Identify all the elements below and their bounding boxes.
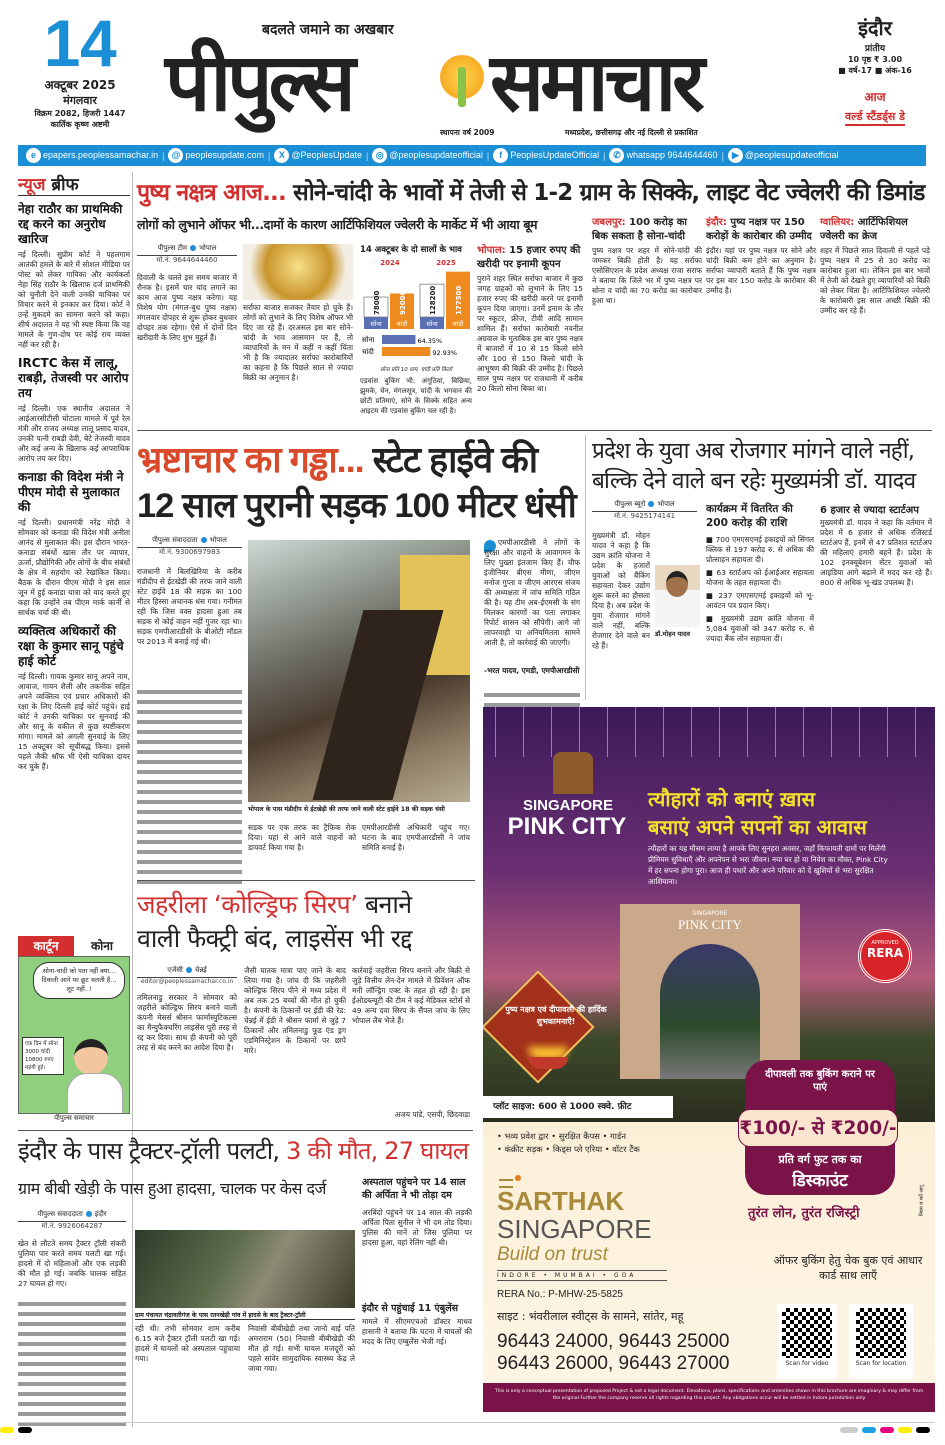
chart-value-label: 92000 <box>399 290 407 315</box>
tractor-body: खेत से लौटते समय ट्रैक्टर ट्रॉली संकरी पुलिया पार करते समय पलटी खा गई। हादसे में दो महिलाओं और एक लड़की की मौत हो गई। जबकि चालक सहित 27 घायल हो गए। <box>18 1239 126 1288</box>
yadav-mobile: मो.नं. 9425174141 <box>613 512 676 520</box>
brief-title-a: न्यूज <box>18 175 46 195</box>
lead-title: सोने-चांदी के भावों में तेजी से 1-2 ग्राम के सिक्के, लाइट वेट ज्वेलरी की डिमांड <box>293 180 925 206</box>
lead-subhead: लोगों को लुभाने ऑफर भी...दामों के कारण आर्टिफिशियल ज्वेलरी के मार्केट में भी आया बूम <box>137 217 538 232</box>
today-event: वर्ल्ड स्टैंडर्ड्स डे <box>845 109 905 126</box>
qr-video-label: Scan for video <box>785 1360 829 1367</box>
offer-top: दीपावली तक बुकिंग कराने पर पाएं <box>765 1069 875 1093</box>
yadav-body: मुख्यमंत्री डॉ. मोहन यादव ने कहा है कि उद्यम क्रांति योजना ने प्रदेश के हजारों युवाओं को बैंकिंग सहायता देकर उद्योग शुरू करने का हौसला दिया है। अब प्रदेश के युवा रोजगार मांगने वाले नहीं, बल्कि रोजगार देने वाले बन रहे हैं। <box>592 531 650 650</box>
ad-headline-b: बसाएं अपने सपनों का आवास <box>648 815 867 839</box>
syrup-byline <box>137 966 237 978</box>
lead-headline <box>137 176 935 210</box>
chart-value-label: 177500 <box>455 285 463 315</box>
highway-quote: एमपीआरडीसी ने लोगों के सुरक्षा और वाहनों के आवागमन के लिए पुख्ता इंतजाम किए हैं। चीफ इंजीनियर बीएस मीणा, जीएम मनोज गुप्ता व जीएम आरएस संजय की अध्यक्षता में जांच समिति गठित की है। यह टीम अब-ईएमसी के संग मिलकर कारणों का पता लगाकर रिपोर्ट शासन को सौंपेगी। आगे जो लापरवाही या अनियमितता सामने आती है, तो कार्रवाई की जाएगी। <box>484 538 580 647</box>
city-sidebar <box>477 244 583 414</box>
gate-sign-small: SINGAPORE <box>692 910 728 917</box>
ambulance-head: इंदौर से पहुंचाई 11 एंबुलेंस <box>362 1303 459 1314</box>
diya-icon <box>528 1057 568 1069</box>
qr-code-icon <box>856 1308 906 1358</box>
city: इंदौर <box>858 16 892 40</box>
syrup-body-1: तमिलनाडु सरकार ने सोमवार को जहरीले कोल्ड्रिफ सिरप बनाने वाली कंपनी मेसर्स श्रीसन फार्मास्युटिकल्स का मैन्युफैक्चरिंग लाइसेंस पूरी तरह से रद्द कर दिया। साथ ही कंपनी को पूरी तरह से बंद करने का आदेश दिया है। <box>137 993 237 1052</box>
byline-name: पीपुल्स संवाददाता <box>152 536 198 544</box>
ad-headline-a: त्यौहारों को बनाएं ख़ास <box>648 787 815 811</box>
chart-series-label: सोना <box>370 320 382 328</box>
developer-name-a: SARTHAK <box>497 1186 625 1216</box>
rera-badge-text: RERA <box>867 946 903 960</box>
bullet-item <box>706 614 814 644</box>
tractor-headline-a: इंदौर के पास ट्रैक्टर-ट्रॉली पलटी, <box>18 1137 280 1165</box>
site-address: साइट : भंवरीलाल स्वीट्स के सामने, सांतेर, महू <box>497 1310 684 1323</box>
rera-badge-small: APPROVED <box>871 940 899 946</box>
cartoon-character <box>74 1039 108 1075</box>
sidebar-headline <box>592 216 702 244</box>
tithi: कार्तिक कृष्ण अष्टमी <box>50 120 110 129</box>
chart-note: सोना प्रति 10 ग्राम, चांदी प्रति किलो <box>379 367 453 373</box>
yadav-sub2: 6 हजार से ज्यादा स्टार्टअप <box>820 505 919 516</box>
cm-yadav-photo <box>655 565 700 627</box>
highway-headline <box>137 437 580 529</box>
social-label: @PeoplesUpdate <box>291 150 363 160</box>
bullet-icon: ■ <box>706 535 716 544</box>
bullet-icon: ■ <box>706 568 717 577</box>
collapsed-road-photo <box>248 540 470 802</box>
gold-jewelry-photo <box>243 244 353 300</box>
edition-block <box>820 14 930 126</box>
byline-place: इंदौर <box>94 1210 107 1218</box>
globe-icon: e <box>26 148 41 163</box>
tractor-headline <box>18 1134 473 1168</box>
gate-illustration <box>620 904 800 1079</box>
separator: | <box>486 150 490 161</box>
news-brief <box>18 172 130 930</box>
byline-place: भोपाल <box>657 500 675 508</box>
cartoon-credit: पीपुल्स समाचार <box>54 1114 94 1122</box>
separator: | <box>366 150 369 161</box>
brief-title-b: ब्रीफ <box>51 175 79 195</box>
sidebar-body: पुष्य नक्षत्र पर शहर में सोने-चांदी की जमकर बिक्री होती है। यह सर्राफा एसोसिएशन के प्रदेश अध्यक्ष राजा सराफ ने बताया कि जिले भर में पुष्य नक्षत्र पर सोना व चांदी का 70 करोड़ का कारोबार हुआ था। <box>592 246 702 305</box>
tractor-subhead: ग्राम बीबी खेड़ी के पास हुआ हादसा, चालक पर केस दर्ज <box>18 1179 326 1198</box>
chart-series-label: चांदी <box>396 320 408 328</box>
cm-photo-caption: डॉ.मोहन यादव <box>655 630 691 638</box>
chart-year-label: 2024 <box>380 259 400 267</box>
syrup-email: editor@peoplessamachar.co.in <box>140 978 234 985</box>
tractor-side-head: अस्पताल पहुंचने पर 14 साल की अर्पिता ने भी तोड़ा दम <box>362 1177 466 1201</box>
sidebar-head: पुष्य नक्षत्र पर 150 करोड़ों के कारोबार की उम्मीद <box>706 217 812 242</box>
highway-body-continued <box>137 687 242 887</box>
sidebar-body: पुराने शहर स्थित सर्राफा बाजार में कुछ जगह ग्राहकों को लुभाने के लिए 15 हजार रुपए की खरीदी करने पर इनामी कूपन दिया जाएगा। उनमें इनाम के तौर पर स्कूटर, फ्रीज, टीवी आदि सामान शामिल हैं। सर्राफा कारोबारी नवनीत अग्रवाल के मुताबिक इस बार पुष्य नक्षत्र में बाजारों में 10 से 15 किलो सोने और 100 से 150 किलो चांदी के आभूषण की बिक्री की उम्मीद है। पिछले साल पुष्य नक्षत्र पर राजधानी में करीब 20 किलो सोना बिका था। <box>477 274 583 393</box>
tractor-headline-b: 3 की मौत, 27 घायल <box>286 1137 469 1165</box>
features-2: • कंक्रीट सड़क • किड्स प्ले एरिया • वॉटर टैंक <box>497 1144 640 1154</box>
developer-tagline: Build on trust <box>497 1244 608 1265</box>
terms-apply: नियम व शर्तें लागू <box>919 1185 925 1217</box>
social-link[interactable] <box>372 148 483 163</box>
byline-place: चेन्नई <box>194 966 207 974</box>
highway-headline-b: 12 साल पुरानी सड़क 100 मीटर धंसी <box>137 487 576 525</box>
founded: स्थापना वर्ष 2009 <box>440 128 495 137</box>
bullet-text: 237 एमएसएमई इकाइयों को भू-आवंटन पत्र प्रदान किए। <box>706 591 814 610</box>
growth-label: चांदी <box>362 348 374 356</box>
syrup-author: अजय पांडे, एसपी, छिंदवाड़ा <box>394 1110 470 1119</box>
ad-body: त्यौहारों का यह मौसम लाया है आपके लिए सुनहरा अवसर, जहाँ किफायती दामों पर मिलेंगी प्रीमियम सुविधाएँ और अपनेपन से भरा जीवन। नया घर हो या निवेश का मौका, Pink City में हर सपना होगा पूरा। आज ही पधारें और अपने परिवार को दें खुशियों से भरा सुरक्षित आशियाना। <box>648 844 888 886</box>
checkbook-note: ऑफर बुकिंग हेतु चेक बुक एवं आधार कार्ड साथ लाएँ <box>773 1254 923 1282</box>
price-chart <box>360 244 472 426</box>
byline-name: पीपुल्स टीम <box>157 244 188 252</box>
byline-place: भोपाल <box>209 536 227 544</box>
sidebar-place: इंदौर: <box>706 217 727 228</box>
tractor-photo-caption: ग्राम पंचायत चंद्रावतीगंज के पास रतनखेड़ी गांव में हादसे के बाद ट्रैक्टर-ट्रॉली <box>135 1310 355 1320</box>
social-label: @peoplesupdateofficial <box>389 150 483 160</box>
bullet-item <box>706 568 814 588</box>
tractor-body-3: निवासी बीबीखेड़ी तथा जानो बाई पति अमराराम (50) निवासी बीबीखेड़ी की मौत हो गई। सभी घायल मजदूरों को पहले सांवेर सामुदायिक स्वास्थ्य केंद्र ले जाया गया। <box>248 1324 355 1373</box>
social-link[interactable] <box>728 148 839 163</box>
syrup-body-3: कार्रवाई जहरीला सिरप बनाने और बिक्री से जुड़े वित्तीय लेन-देन मामले में प्रिवेंशन ऑफ मनी लॉन्ड्रिंग एक्ट के तहत हो रही है। इस ईओडब्ल्यूटी की टीम ने कई मेडिकल स्टोर्स से 49 अन्य दवा सिरप के सैंपल जांच के लिए भोपाल लैब भेजे हैं। <box>352 966 470 1025</box>
bullet-icon: ■ <box>706 591 719 600</box>
lead-kicker: पुष्य नक्षत्र आज... <box>137 180 286 206</box>
tractor-body-2: रही थी। तभी सोमवार शाम करीब 6.15 बजे ट्रैक्टर ट्रॉली पलटी खा गई। हादसे में घायलों को अस्पताल पहुंचाया गया। <box>135 1324 240 1363</box>
ambulance-body: मामले में सीएमएचओ डॉक्टर माधव हासानी ने बताया कि घटना में घायलों की मदद के लिए एम्बुलेंस भेजी गई। <box>362 1317 472 1346</box>
growth-bar <box>382 347 430 356</box>
instagram-icon: ◎ <box>372 148 387 163</box>
real-estate-advertisement[interactable] <box>483 707 935 1412</box>
byline-name: एजेंसी <box>167 966 183 974</box>
sidebar-head: 15 हजार रुपए की खरीदी पर इनामी कूपन <box>477 245 581 270</box>
offer-discount: डिस्काउंट <box>792 1171 848 1191</box>
tractor-body-continued <box>18 1299 126 1429</box>
today-label: आज <box>864 90 886 104</box>
edition: प्रांतीय <box>864 44 886 54</box>
syrup-headline-b: वाली फैक्ट्री बंद, लाइसेंस भी रद्द <box>137 924 412 953</box>
highway-body-2: सड़क पर एक तरफ का ट्रैफिक रोक दिया। यहां से आने वाले वाहनों को डायवर्ट किया गया है। <box>248 823 356 852</box>
volume: ■ वर्ष-17 ■ अंक-16 <box>838 66 912 75</box>
sidebar-head: 100 करोड़ का बिक सकता है सोना-चांदी <box>592 217 687 242</box>
byline-name: पीपुल्स संवाददाता <box>37 1210 83 1218</box>
overturned-tractor-photo <box>135 1230 355 1308</box>
brief-item <box>18 356 130 464</box>
print-registration-marks-left <box>0 1427 32 1433</box>
cartoon-corner <box>18 936 130 1126</box>
chart-value-label: 78000 <box>373 290 381 315</box>
web-icon: @ <box>168 148 183 163</box>
rera-approved-badge <box>858 929 912 983</box>
yadav-headline: प्रदेश के युवा अब रोजगार मांगने वाले नहीं, बल्कि देने वाले बन रहेः मुख्यमंत्री डॉ. यादव <box>592 438 916 494</box>
greeting-text: पुष्य नक्षत्र एवं दीपावली की हार्दिक शुभकामनाएँ! <box>505 1005 607 1026</box>
separator: | <box>267 150 271 161</box>
chart-title: 14 अक्टूबर के दो सालों के भाव <box>360 245 462 255</box>
qr-location-label: Scan for location <box>855 1360 907 1367</box>
developer-name-b: SINGAPORE <box>497 1214 652 1244</box>
rera-number: RERA No.: P-MHW-25-5825 <box>497 1289 623 1300</box>
features-1: • भव्य प्रवेश द्वार • सुरक्षित कैंपस • गार्डन <box>497 1131 626 1141</box>
social-label: @peoplesupdateofficial <box>744 150 839 160</box>
brief-item <box>18 624 130 772</box>
date-block <box>30 6 130 130</box>
growth-label: सोना <box>362 336 375 344</box>
social-link[interactable] <box>168 148 264 163</box>
syrup-body-2: जैसी घातक मात्रा पाए जाने के बाद लिया गया है। जांच दी कि जहरीली कोल्ड्रिफ सिरप पीने से मध्य प्रदेश में अब तक 25 बच्चों की मौत हो चुकी है। कंपनी के ठिकानों पर ईडी की रेड: चेन्नई में ईडी ने श्रीसन फार्मा से जुड़े 7 ठिकानों और तमिलनाडु फूड एंड ड्रग एडमिनिस्ट्रेशन के ठिकानों पर छापे मारे। <box>244 966 346 1055</box>
youtube-icon: ▶ <box>728 148 743 163</box>
cartoon-image <box>18 956 130 1114</box>
phone-numbers-1: 96443 24000, 96443 25000 <box>497 1331 730 1352</box>
lead-body-2-column <box>243 244 353 429</box>
sidebar-place: भोपाल: <box>477 245 506 256</box>
yadav-sub1: कार्यक्रम में वितरित की 200 करोड़ की राशि <box>706 503 793 529</box>
bullet-icon: ■ <box>706 614 721 623</box>
qr-location[interactable] <box>849 1304 913 1379</box>
city-sidebar <box>706 216 816 416</box>
syrup-headline-line-2 <box>137 922 475 956</box>
tractor-mobile: मो.नं. 9926064287 <box>41 1222 103 1230</box>
pen-logo-icon <box>440 55 484 99</box>
sidebar-body: इंदौर। यहां पर पुष्य नक्षत्र पर सोने और चांदी बिक्री कम होने का अनुमान है। सर्राफा व्यापारी बताते हैं कि पुष्य नक्षत्र पर इस बार 150 करोड़ के कारोबार की उम्मीद है। <box>706 246 816 295</box>
bullet-item <box>706 535 814 565</box>
separator: | <box>721 150 724 161</box>
social-label: epapers.peoplessamachar.in <box>43 150 159 160</box>
syrup-headline-red: जहरीला ‘कोल्ड्रिफ सिरप’ <box>137 890 358 919</box>
city-sidebar <box>592 216 702 416</box>
qr-code-icon <box>782 1308 832 1358</box>
tractor-byline <box>18 1210 126 1222</box>
social-label: PeoplesUpdateOfficial <box>510 150 600 160</box>
brief-headline: IRCTC केस में लालू, राबड़ी, तेजस्वी पर आरोप तय <box>18 356 129 400</box>
highway-body-3: एमपीआरडीसी अधिकारी पहुंच गए। घटना के बाद एमपीआरडीसी ने जांच समिति बनाई है। <box>362 823 470 852</box>
ad-disclaimer: This is only a conceptual presentation of proposed Project & not a legal document. Elevations, plans, specifications and amenities shown in this brochure are imaginary & may differ from the original Further the company reserve all rights regarding this project. Any obligations occur will be settled in Indore jurisdiction only <box>483 1383 935 1412</box>
syrup-headline-a: बनाने <box>364 890 412 919</box>
bullet-text: मुख्यमंत्री उद्यम क्रांति योजना में 5,084 युवाओं को 347 करोड़ रु. से ज्यादा बैंक लोन सहायता दी। <box>706 614 814 643</box>
chart-value-label: 128200 <box>429 285 437 315</box>
brief-body: नई दिल्ली। सुप्रीम कोर्ट ने पहलगाम आतंकी हमले के बारे में सोशल मीडिया पर पोस्ट को लेकर गायिका और कार्यकर्ता नेहा सिंह राठौर के खिलाफ दर्ज प्राथमिकी को चुनौती देने वाली उनकी याचिका पर विचार करने से इनकार कर दिया। कोर्ट ने उन्हें मुकदमे का सामना करने को कहा। शीर्ष अदालत ने यह भी स्पष्ट किया कि वह मामले के गुण-दोष पर कोई राय व्यक्त नहीं कर रही है। <box>18 250 130 349</box>
social-label: peoplesupdate.com <box>185 150 264 160</box>
cartoon-body <box>67 1073 123 1114</box>
offer-price: ₹100/- से ₹200/- <box>738 1109 898 1147</box>
social-link[interactable] <box>493 148 599 163</box>
highway-headline-line-2 <box>137 483 580 529</box>
brief-headline: कनाडा की विदेश मंत्री ने पीएम मोदी से मुलाकात की <box>18 470 124 514</box>
sidebar-headline <box>706 216 816 244</box>
gate-sign: PINK CITY <box>678 917 742 932</box>
loan-offer: तुरंत लोन, तुरंत रजिस्ट्री <box>748 1206 860 1221</box>
tagline: बदलते जमाने का अखबार <box>262 22 394 38</box>
chart-year-label: 2025 <box>436 259 456 267</box>
news-brief-title <box>18 172 130 196</box>
newspaper-title-left: पीपुल्स <box>165 38 352 127</box>
growth-bar <box>382 335 415 344</box>
highway-body: राजधानी में बिलखिरिया के करीब मंडीदीप से ईटखेड़ी की तरफ जाने वाली स्टेट हाईवे 18 की सड़क का 100 मीटर हिस्सा अचानक धंस गया। गनीमत रही कि जिस वक्त हादसा हुआ तब सड़क से कोई वाहन नहीं गुजर रहा था। सड़क एमपीआरडीसी के बीओटी मॉडल पर 2013 में बनाई गई थी। <box>137 567 242 646</box>
syrup-headline-line-1 <box>137 888 475 922</box>
facebook-icon: f <box>493 148 508 163</box>
sidebar-place: ग्वालियर: <box>820 217 855 228</box>
brief-body: नई दिल्ली। एक स्थानीय अदालत ने आईआरसीटीसी घोटाला मामले में पूर्व रेल मंत्री और राजद अध्यक्ष लालू प्रसाद यादव, उनकी पत्नी राबड़ी देवी, बेटे तेजस्वी यादव और कई अन्य के खिलाफ कई आपराधिक आरोप तय कर दिए। <box>18 404 130 463</box>
print-registration-marks <box>840 1427 930 1433</box>
chart-series-label: सोना <box>426 320 438 328</box>
sidebar-body: शहर में पिछले साल दिवाली से पहले पड़े पुष्य नक्षत्र में 25 से 30 करोड़ का कारोबार हुआ था। लेकिन इस बार भावों में तेजी को देखते हुए व्यापारियों को बिक्री को लेकर चिंता है। आर्टिफिशियल ज्वेलरी के कारोबारी इस साल अच्छी बिक्री की उम्मीद कर रहे हैं। <box>820 246 930 315</box>
cartoon-title-b: कोना <box>90 939 114 953</box>
yadav-bullets <box>706 535 814 701</box>
byline-name: पीपुल्स ब्यूरो <box>614 500 646 508</box>
cartoon-title <box>18 936 130 956</box>
sidebar-head: आर्टिफिशियल ज्वेलरी का क्रेज <box>820 217 908 242</box>
social-label: whatsapp 9644644460 <box>626 150 718 160</box>
lead-body-2: सर्राफा बाजार सजकर तैयार हो चुके हैं। लोगों को लुभाने के लिए विशेष ऑफर भी दिए जा रहे हैं। दरअसल इस बार सोने-चांदी के भाव आसमान पर हैं, तो व्यापारियों के मन में कहीं न कहीं चिंता भी है कि ज्यादातर सर्राफा कारोबारियों का कहना है कि पिछले साल से ज्यादा बिक्री का अनुमान है। <box>243 303 353 382</box>
sidebar-place: जबलपुर: <box>592 217 626 228</box>
sidebar-headline <box>477 244 583 272</box>
qr-video[interactable] <box>777 1304 837 1379</box>
pink-city-logo-icon <box>553 752 593 794</box>
brief-body: नई दिल्ली। प्रधानमंत्री नरेंद्र मोदी ने सोमवार को कनाडा की विदेश मंत्री अनीता आनंद से मुलाकात की। इस दौरान भारत-कनाडा संबंधों खास तौर पर व्यापार, ऊर्जा, प्रौद्योगिकी और लोगों के बीच संबंधों के क्षेत्र में सहयोग को रेखांकित किया। बैठक के दौरान पीएम मोदी ने इस साल जून में हुई कनाडा यात्रा को याद करते हुए कहा कि उन्होंने तब पीएम मार्क कार्नी से सार्थक चर्चा की थी। <box>18 518 130 617</box>
advance-booking: एडवांस बुकिंग भी: अंगूठियां, बिछिया, झुमके, चेन, मंगलसूत्र, चांदी के भगवान की छोटी प्रतिमाएं, सोने के सिक्के सहित अन्य आइटम की एडवांस बुकिंग चल रही है। <box>360 377 472 415</box>
lead-mobile: मो.नं. 9644644460 <box>156 256 218 264</box>
bullet-text: 63 स्टार्टअप को ईआईआर सहायता योजना के तहत सहायता दी। <box>706 568 814 587</box>
cartoon-sign: एक दिन में सोना 3000 चांदी 10800 रुपए महंगी हुई। <box>22 1037 64 1075</box>
brand-name-b: PINK CITY <box>507 813 627 840</box>
phone-numbers-2: 96443 26000, 96443 27000 <box>497 1353 730 1374</box>
social-link[interactable] <box>274 148 362 163</box>
highway-headline-a: स्टेट हाईवे की <box>372 439 538 480</box>
yadav-byline <box>592 500 697 512</box>
highway-quote-author: -भरत यादव, एमडी, एमपीआरडीसी <box>484 666 580 675</box>
brand-name-a: SINGAPORE <box>522 797 613 814</box>
highway-byline <box>137 536 242 548</box>
bullet-text: 700 एमएसएमई इकाइयों को सिंगल क्लिक से 197 करोड़ रु. से अधिक की प्रोत्साहन सहायता दी। <box>706 535 814 564</box>
separator: | <box>603 150 606 161</box>
syrup-headline <box>137 888 475 956</box>
yadav-body-2: मुख्यमंत्री डॉ. यादव ने कहा कि वर्तमान में प्रदेश में 6 हजार से अधिक रजिस्टर्ड स्टार्टअप हैं, इनमें से 47 प्रतिशत स्टार्टअप की महिलाएं हमारी बहनें हैं। प्रदेश के 102 इनक्यूबेशन सेंटर युवाओं को आइडिया आगे बढ़ाने में मदद कर रहे हैं। 800 से अधिक भू-खंड उपलब्ध हैं। <box>820 518 932 587</box>
highway-photo-caption: भोपाल के पास मंडीदीप से ईटखेड़ी की तरफ जाने वाली स्टेट हाईवे 18 की सड़क धंसी <box>248 806 445 813</box>
social-bar <box>18 145 926 166</box>
plot-size: प्लॉट साइज: 600 से 1000 स्क्वे. फ़ीट <box>483 1096 673 1118</box>
brief-headline: नेहा राठौर का प्राथमिकी रद्द करने का अनुरोध खारिज <box>18 202 123 246</box>
calendar: विक्रम 2082, हिजरी 1447 <box>34 109 126 118</box>
whatsapp-icon: ✆ <box>609 148 624 163</box>
sidebar-headline <box>820 216 930 244</box>
social-link[interactable] <box>26 148 158 163</box>
hanging-lamps-decoration <box>483 707 935 757</box>
offer-bottom: प्रति वर्ग फुट तक का <box>778 1153 862 1166</box>
lead-body-1: दिवाली के चलते इस समय बाजार में रौनक है। इसमें चार चांद लगाने का काम आज पुष्य नक्षत्र करेगा। यह विशेष योग (मंगल-बुध पुष्य नक्षत्र) मंगलवार दोपहर से शुरू होकर बुधवार दोपहर तक रहेगा। ऐसे में दोनों दिन खरीदारी के लिए शुभ मुहूर्त हैं। <box>137 273 237 342</box>
x-icon: X <box>274 148 289 163</box>
published-from: मध्यप्रदेश, छत्तीसगढ़ और नई दिल्ली से प्रकाशित <box>565 128 698 137</box>
pages-price: 10 पृष्ठ ₹ 3.00 <box>847 55 903 64</box>
cartoon-speech-bubble: सोना-चांदी को पता नहीं क्या... दिवाली आने पर छूट चलती है... लूट नहीं..! <box>33 962 125 999</box>
highway-headline-line-1 <box>137 437 580 483</box>
separator: | <box>162 150 165 161</box>
chart-svg <box>360 255 472 361</box>
brief-item <box>18 470 130 618</box>
weekday: मंगलवार <box>63 94 97 107</box>
bullet-item <box>706 591 814 611</box>
newspaper-title-right: समाचार <box>490 38 701 127</box>
developer-cities: INDORE • MUMBAI • GOA <box>497 1270 667 1281</box>
highway-kicker: भ्रष्टाचार का गड्ढा... <box>137 439 364 480</box>
cartoon-title-a: कार्टून <box>18 936 74 956</box>
date-day: 14 <box>43 6 117 80</box>
lead-byline <box>137 244 237 256</box>
growth-value: 64.35% <box>417 337 443 345</box>
social-link[interactable] <box>609 148 717 163</box>
brief-headline: व्यक्तित्व अधिकारों की रक्षा के कुमार सानू पहुंचे हाई कोर्ट <box>18 624 124 668</box>
brief-body: नई दिल्ली। गायक कुमार सानू अपने नाम, आवाज, गायन शैली और तकनीक सहित अपने व्यक्तित्व एवं प्रचार अधिकारों की रक्षा के लिए दिल्ली हाई कोर्ट पहुंचे। हाई कोर्ट ने उनकी याचिका पर सुनवाई की और सानू के वकील से कुछ स्पष्टीकरण मांगा। मामले को अगली सुनवाई के लिए 15 अक्टूबर को सूचीबद्ध किया। इससे पहले जैकी श्रॉफ भी ऐसी याचिका दायर कर चुके हैं। <box>18 672 130 771</box>
byline-place: भोपाल <box>199 244 217 252</box>
highway-mobile: मो.नं. 9300697983 <box>158 548 221 556</box>
brief-item <box>18 202 130 350</box>
chart-series-label: चांदी <box>452 320 464 328</box>
date-month-year: अक्टूबर 2025 <box>44 78 116 92</box>
tractor-side-body: अरबिंदो पहुंचने पर 14 साल की लड़की अर्पिता पिता सुनील ने भी दम तोड़ दिया। पुलिस की मानें तो जिस पुलिया पर हादसा हुआ, वहां रेलिंग नहीं थी। <box>362 1208 472 1247</box>
growth-value: 92.93% <box>432 349 458 357</box>
city-sidebar <box>820 216 930 416</box>
